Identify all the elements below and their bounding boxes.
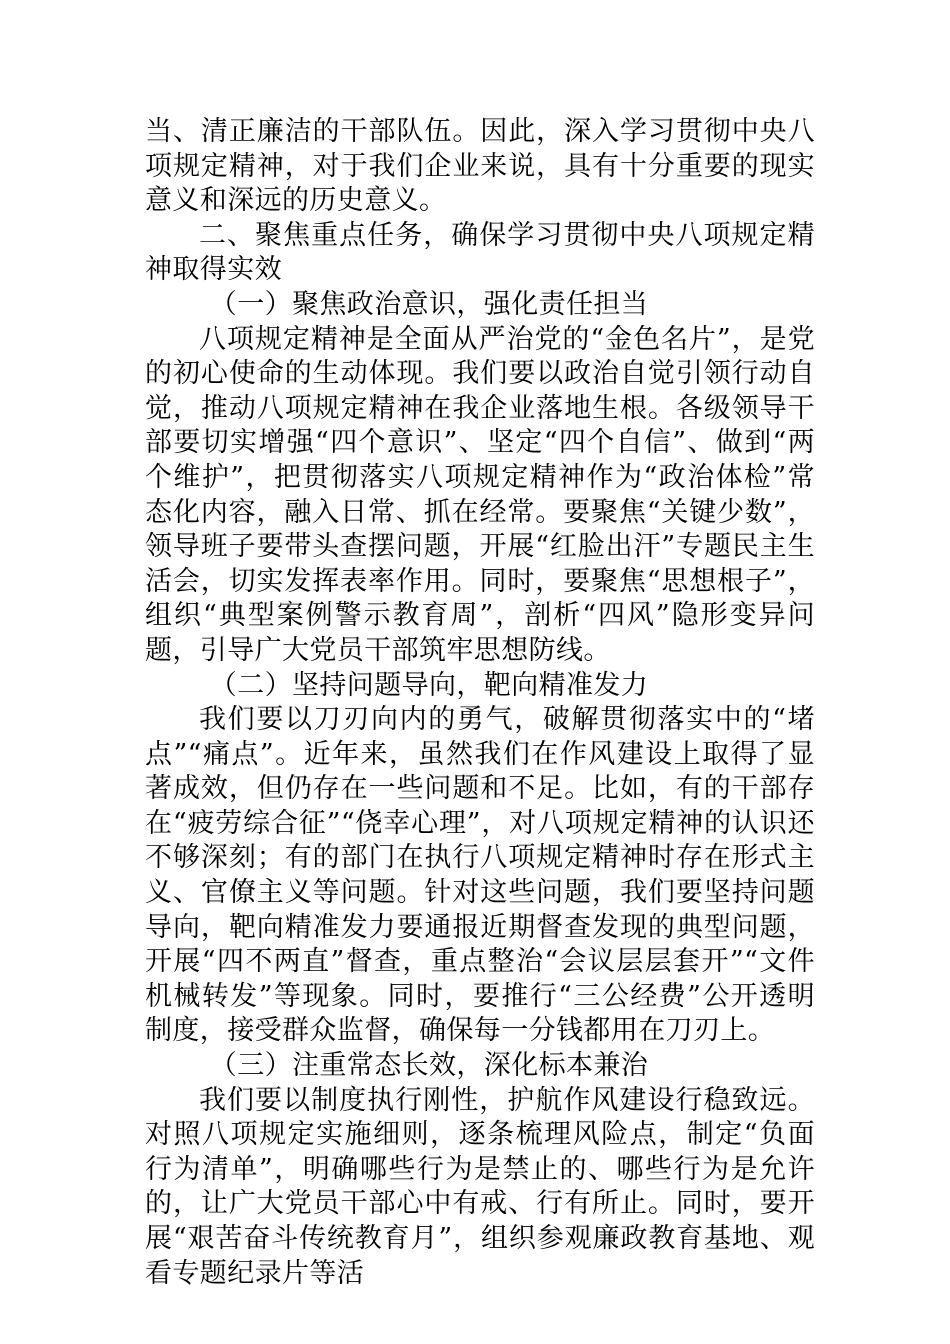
section-heading: 二、聚焦重点任务，确保学习贯彻中央八项规定精神取得实效 (145, 219, 815, 286)
subsection-heading-1: （一）聚焦政治意识，强化责任担当 (209, 288, 649, 320)
document-body (145, 115, 815, 1291)
paragraph-problem-orientation: 我们要以刀刃向内的勇气，破解贯彻落实中的“堵点”“痛点”。近年来，虽然我们在作风建设上取得了显著成效，但仍存在一些问题和不足。比如，有的干部存在“疲劳综合征”“侥幸心理”，对八项规定精神的认识还不够深刻；有的部门在执行八项规定精神时存在形式主义、官僚主义等问题。针对这些问题，我们要坚持问题导向，靶向精准发力要通报近期督查发现的典型问题，开展“四不两直”督查，重点整治“会议层层套开”“文件机械转发”等现象。同时，要推行“三公经费”公开透明制度，接受群众监督，确保每一分钱都用在刀刃上。 (145, 704, 815, 1047)
subsection-heading-3: （三）注重常态长效，深化标本兼治 (209, 1050, 649, 1082)
paragraph-political-awareness: 八项规定精神是全面从严治党的“金色名片”，是党的初心使命的生动体现。我们要以政治自觉引领行动自觉，推动八项规定精神在我企业落地生根。各级领导干部要切实增强“四个意识”、坚定“四个自信”、做到“两个维护”，把贯彻落实八项规定精神作为“政治体检”常态化内容，融入日常、抓在经常。要聚焦“关键少数”，领导班子要带头查摆问题，开展“红脸出汗”专题民主生活会，切实发挥表率作用。同时，要聚焦“思想根子”，组织“典型案例警示教育周”，剖析“四风”隐形变异问题，引导广大党员干部筑牢思想防线。 (145, 323, 815, 666)
subsection-heading-2: （二）坚持问题导向，靶向精准发力 (209, 669, 649, 701)
paragraph-continued: 当、清正廉洁的干部队伍。因此，深入学习贯彻中央八项规定精神，对于我们企业来说，具有十分重要的现实意义和深远的历史意义。 (145, 116, 815, 217)
paragraph-long-term-effect: 我们要以制度执行刚性，护航作风建设行稳致远。对照八项规定实施细则，逐条梳理风险点，制定“负面行为清单”，明确哪些行为是禁止的、哪些行为是允许的，让广大党员干部心中有戒、行有所止。同时，要开展“艰苦奋斗传统教育月”，组织参观廉政教育基地、观看专题纪录片等活 (145, 1084, 815, 1289)
